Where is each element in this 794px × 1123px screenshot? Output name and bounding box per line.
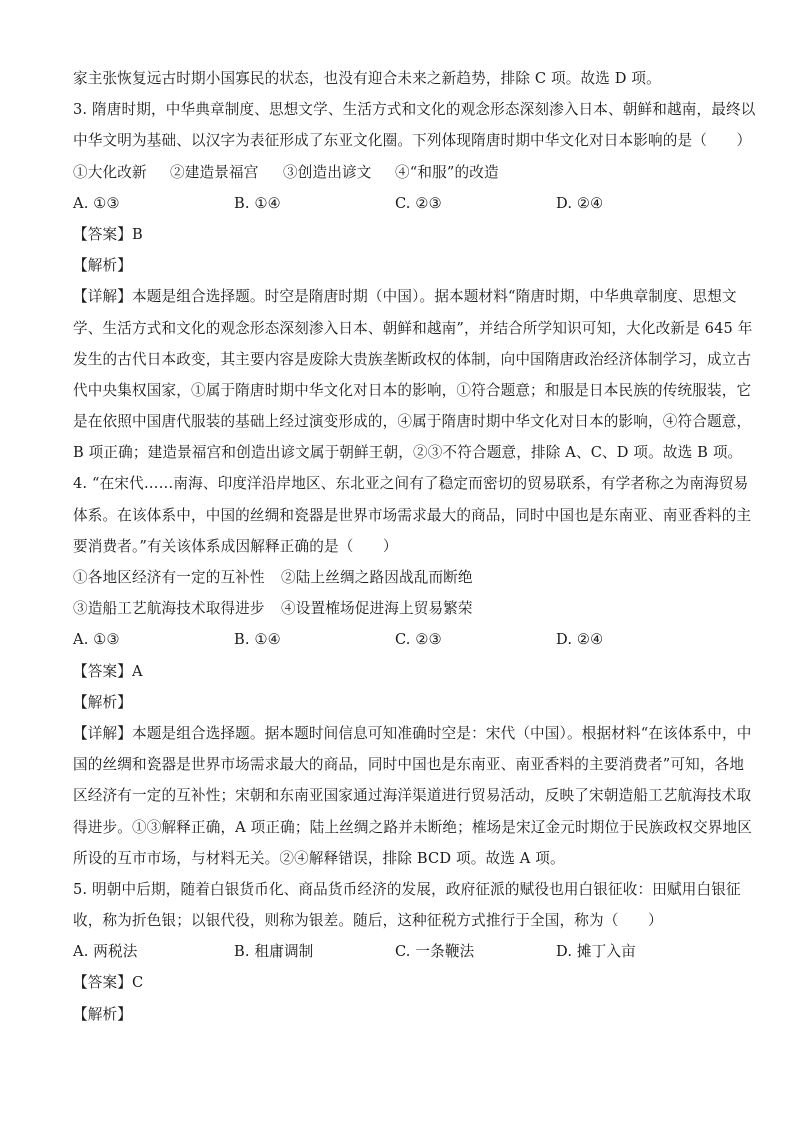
question-4-stem: 体系。在该体系中，中国的丝绸和瓷器是世界市场需求最大的商品，同时中国也是东南亚、南亚香料的主 [73, 506, 752, 524]
explanation-line: 代中央集权国家，①属于隋唐时期中华文化对日本的影响，①符合题意；和服是日本民族的传统服装，它 [73, 381, 752, 399]
explanation-line: B 项正确；建造景福宫和创造出谚文属于朝鲜王朝，②③不符合题意，排除 A、C、D 项。故选 B 项。 [73, 444, 743, 462]
option-a: A. ①③ [73, 631, 120, 649]
option-b: B. 租庸调制 [234, 943, 314, 961]
option-d: D. 摊丁入亩 [556, 943, 636, 961]
explanation-line: 发生的古代日本政变，其主要内容是废除大贵族垄断政权的体制，向中国隋唐政治经济体制学习，成立古 [73, 350, 752, 368]
option-d: D. ②④ [556, 631, 604, 649]
document-page [73, 63, 756, 1030]
item-3: ③造船工艺航海技术取得进步 [73, 600, 265, 618]
item-4: ④“和服”的改造 [395, 163, 499, 181]
explanation-line: 国的丝绸和瓷器是世界市场需求最大的商品，同时中国也是东南亚、南亚香料的主要消费者”可知，各地 [73, 756, 745, 774]
question-5-options [73, 936, 723, 967]
question-4-options [73, 624, 723, 655]
item-2: ②陆上丝绸之路因战乱而断绝 [281, 569, 473, 586]
answer-label: 【答案】A [73, 662, 143, 680]
explanation-line: 【详解】本题是组合选择题。时空是隋唐时期（中国）。据本题材料“隋唐时期，中华典章制度、思想文 [73, 288, 737, 306]
option-b: B. ①④ [234, 194, 281, 212]
option-a: A. ①③ [73, 194, 120, 212]
text-line: 家主张恢复远古时期小国寡民的状态，也没有迎合未来之新趋势，排除 C 项。故选 D 项。 [73, 70, 661, 87]
question-3-items [73, 157, 723, 188]
item-3: ③创造出谚文 [283, 163, 372, 181]
explanation-line: 【详解】本题是组合选择题。据本题时间信息可知准确时空是：宋代（中国）。根据材料“在该体系中，中 [73, 724, 752, 742]
option-c: C. ②③ [395, 194, 442, 212]
item-1: ①大化改新 [73, 163, 147, 181]
item-4: ④设置榷场促进海上贸易繁荣 [281, 600, 473, 618]
question-5-stem: 5. 明朝中后期，随着白银货币化、商品货币经济的发展，政府征派的赋役也用白银征收：田赋用白银征 [73, 880, 741, 898]
analysis-label: 【解析】 [73, 693, 132, 711]
question-3-stem: 中华文明为基础、以汉字为表征形成了东亚文化圈。下列体现隋唐时期中华文化对日本影响的是（ ） [73, 132, 752, 150]
question-5-stem: 收，称为折色银；以银代役，则称为银差。随后，这种征税方式推行于全国，称为（ ） [73, 912, 663, 930]
question-4-items [73, 593, 723, 624]
option-b: B. ①④ [234, 631, 281, 649]
item-2: ②建造景福宫 [170, 163, 259, 181]
explanation-line: 学、生活方式和文化的观念形态深刻渗入日本、朝鲜和越南”，并结合所学知识可知，大化改新是 645 年 [73, 319, 753, 337]
question-4-stem: 要消费者。”有关该体系成因解释正确的是（ ） [73, 537, 398, 555]
option-c: C. ②③ [395, 631, 442, 649]
explanation-line: 得进步。①③解释正确，A 项正确；陆上丝绸之路并未断绝；榷场是宋辽金元时期位于民族政权交界地区 [73, 818, 752, 836]
option-d: D. ②④ [556, 194, 604, 212]
item-1: ①各地区经济有一定的互补性 [73, 569, 265, 586]
option-c: C. 一条鞭法 [395, 943, 475, 961]
answer-label: 【答案】C [73, 974, 144, 992]
answer-label: 【答案】B [73, 225, 143, 243]
question-4-stem: 4. “在宋代……南海、印度洋沿岸地区、东北亚之间有了稳定而密切的贸易联系，有学者称之为南海贸易 [73, 475, 749, 493]
option-a: A. 两税法 [73, 943, 138, 961]
question-4-items [73, 562, 723, 593]
question-3-options [73, 188, 723, 219]
explanation-line: 是在依照中国唐代服装的基础上经过演变形成的，④属于隋唐时期中华文化对日本的影响，④符合题意， [73, 413, 752, 431]
explanation-line: 区经济有一定的互补性；宋朝和东南亚国家通过海洋渠道进行贸易活动，反映了宋朝造船工艺航海技术取 [73, 787, 752, 805]
explanation-line: 所设的互市市场，与材料无关。②④解释错误，排除 BCD 项。故选 A 项。 [73, 849, 565, 867]
analysis-label: 【解析】 [73, 1005, 132, 1023]
analysis-label: 【解析】 [73, 257, 132, 275]
question-3-stem: 3. 隋唐时期，中华典章制度、思想文学、生活方式和文化的观念形态深刻渗入日本、朝鲜和越南，最终以 [73, 101, 756, 119]
